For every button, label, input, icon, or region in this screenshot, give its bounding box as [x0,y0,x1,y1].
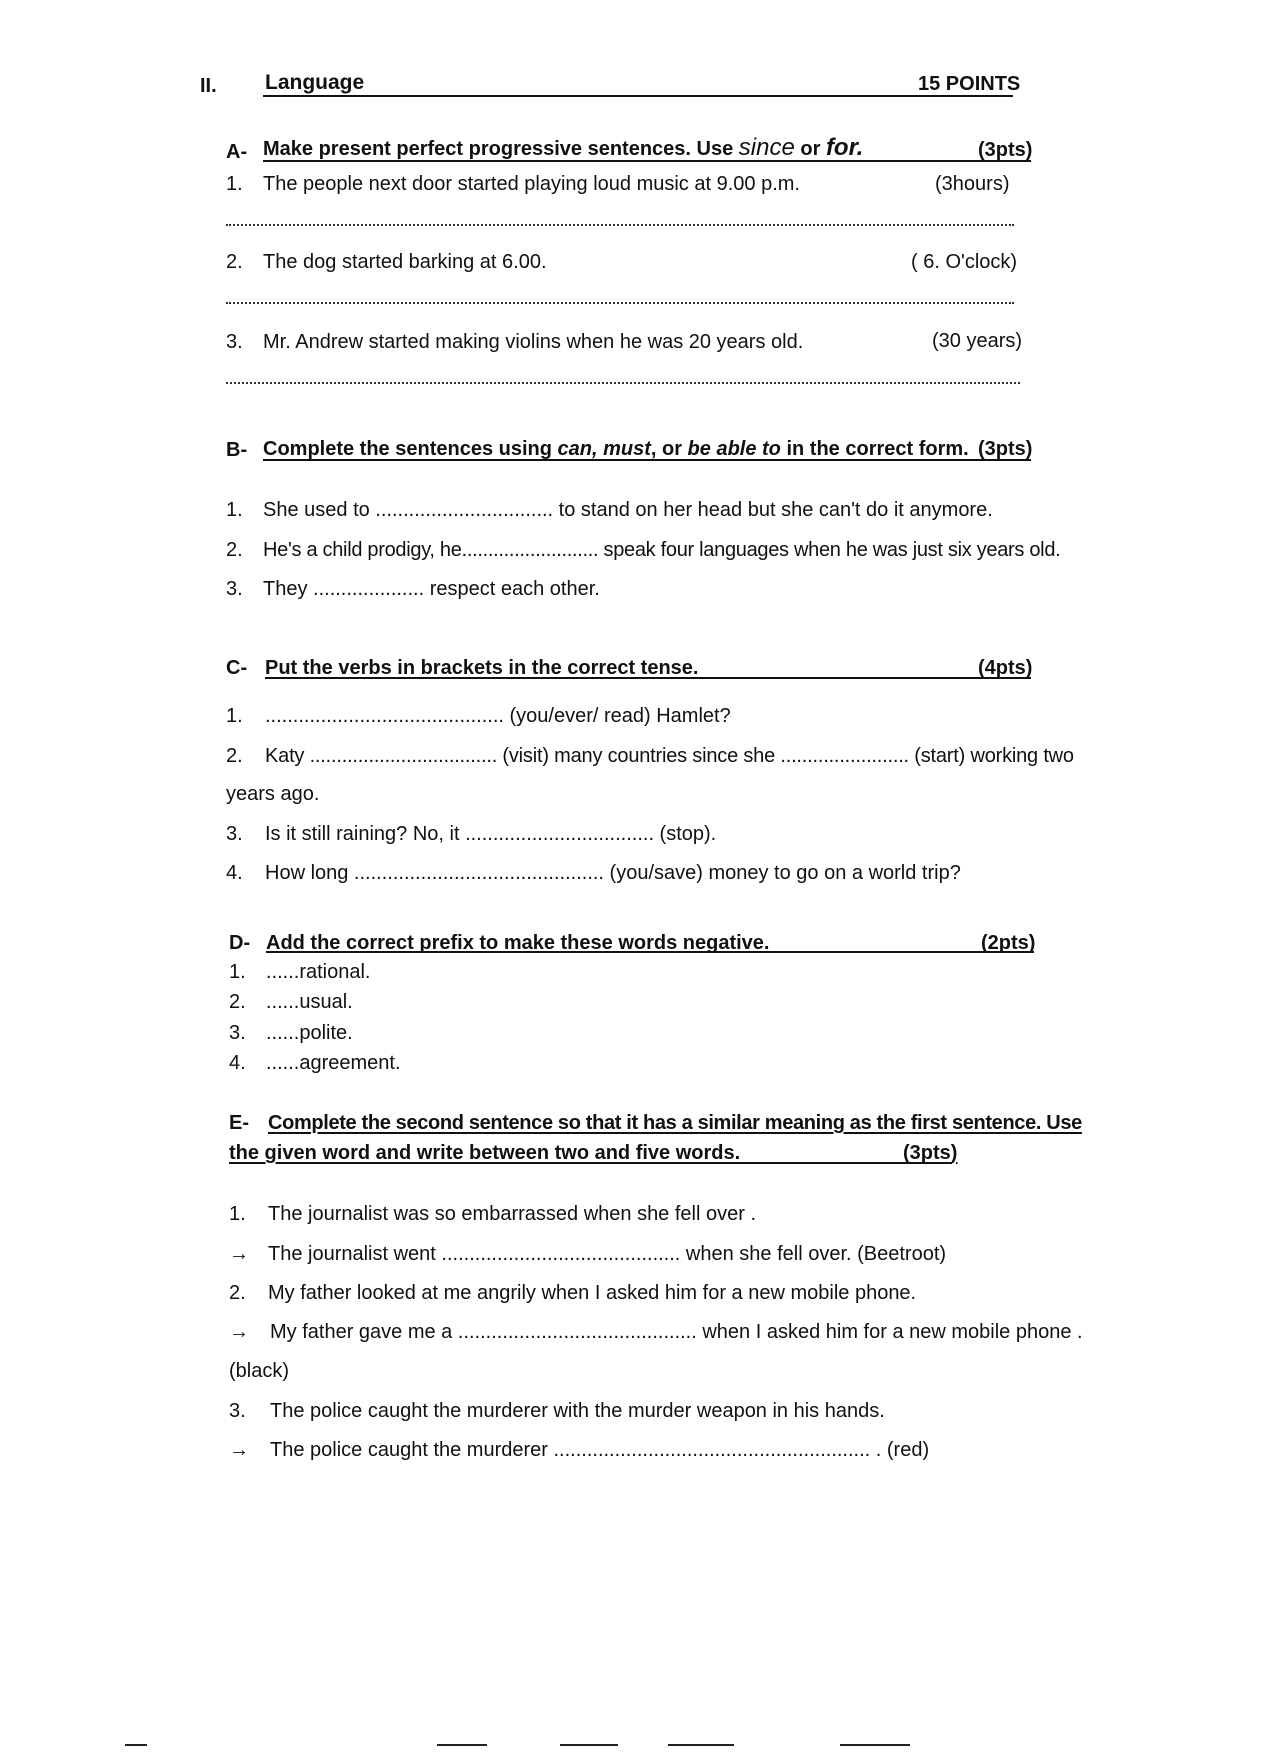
arrow-icon: → [229,1321,249,1343]
footer-rule [840,1744,910,1746]
item-number: 3. [226,823,243,845]
item-number: 1. [226,173,243,195]
item-number: 1. [226,705,243,727]
item-number: 1. [226,499,243,521]
section-c-instruction: Put the verbs in brackets in the correct tense. [265,657,699,679]
answer-line[interactable] [226,224,1014,226]
item-text: They .................... respect each other. [263,578,600,600]
item-text: The journalist went ........................................... when she fell over. (Beetroot) [268,1243,947,1265]
item-text: The people next door started playing loud music at 9.00 p.m. [263,173,800,195]
item-text: She used to ................................ to stand on her head but she can't do it anymore. [263,499,993,521]
section-d-underline [266,951,1034,953]
item-text: The police caught the murderer ......................................................... . (red) [270,1439,930,1461]
section-a-instruction: Make present perfect progressive sentences. Use since or for. [263,134,864,161]
answer-line[interactable] [226,302,1014,304]
arrow-icon: → [229,1439,249,1461]
item-text: Katy ................................... (visit) many countries since she ........................ (start) working two [265,745,1074,767]
section-a-points: (3pts) [978,139,1033,161]
footer-rule [560,1744,618,1746]
section-d-instruction: Add the correct prefix to make these words negative. [266,932,770,954]
item-text-continued: (black) [229,1360,290,1382]
item-text: ........................................... (you/ever/ read) Hamlet? [265,705,731,727]
item-text: Is it still raining? No, it .................................. (stop). [265,823,717,845]
item-text: The dog started barking at 6.00. [263,251,547,273]
section-title: Language [265,71,365,94]
section-e-points: (3pts) [903,1142,958,1164]
item-number: 3. [229,1400,246,1422]
section-b-letter: B- [226,439,248,461]
section-roman-numeral: II. [200,75,217,97]
item-hint: (3hours) [935,173,1010,195]
section-a-underline [263,160,1031,162]
item-number: 2. [226,539,243,561]
section-b-instruction: Complete the sentences using can, must, or be able to in the correct form. [263,438,969,460]
item-hint: ( 6. O'clock) [911,251,1018,273]
header-underline [263,95,1013,97]
section-c-letter: C- [226,657,248,679]
item-text: ......polite. [266,1022,353,1044]
section-b-underline [263,459,1031,461]
item-text: The police caught the murderer with the murder weapon in his hands. [270,1400,885,1422]
item-text: Mr. Andrew started making violins when he was 20 years old. [263,331,804,353]
section-e-letter: E- [229,1112,249,1134]
answer-line[interactable] [226,382,1020,384]
item-number: 3. [226,331,243,353]
item-number: 1. [229,961,246,983]
item-number: 2. [226,251,243,273]
item-text-continued: years ago. [226,783,320,805]
footer-rule [668,1744,734,1746]
item-hint: (30 years) [932,330,1023,352]
item-text: ......agreement. [266,1052,401,1074]
footer-rule [125,1744,147,1746]
section-e-instruction-line-1: Complete the second sentence so that it has a similar meaning as the first sentence. Use [268,1112,1082,1134]
section-c-underline [265,677,1031,679]
item-number: 3. [229,1022,246,1044]
section-a-letter: A- [226,141,248,163]
section-c-points: (4pts) [978,657,1033,679]
section-e-instruction-line-2: the given word and write between two and five words. [229,1142,741,1164]
item-number: 3. [226,578,243,600]
item-number: 2. [229,1282,246,1304]
item-text: ......rational. [266,961,371,983]
footer-rule [437,1744,487,1746]
item-number: 4. [229,1052,246,1074]
item-text: The journalist was so embarrassed when she fell over . [268,1203,757,1225]
section-d-points: (2pts) [981,932,1036,954]
item-text: How long ............................................. (you/save) money to go on a world trip? [265,862,961,884]
item-text: He's a child prodigy, he.......................... speak four languages when he was just six years old. [263,539,1061,561]
item-number: 1. [229,1203,246,1225]
section-d-letter: D- [229,932,251,954]
arrow-icon: → [229,1243,249,1265]
section-b-points: (3pts) [978,438,1033,460]
item-number: 4. [226,862,243,884]
item-number: 2. [226,745,243,767]
item-text: ......usual. [266,991,353,1013]
total-points: 15 POINTS [918,73,1021,95]
item-text: My father looked at me angrily when I asked him for a new mobile phone. [268,1282,917,1304]
item-text: My father gave me a ........................................... when I asked him for a new mobile phone . [270,1321,1083,1343]
item-number: 2. [229,991,246,1013]
